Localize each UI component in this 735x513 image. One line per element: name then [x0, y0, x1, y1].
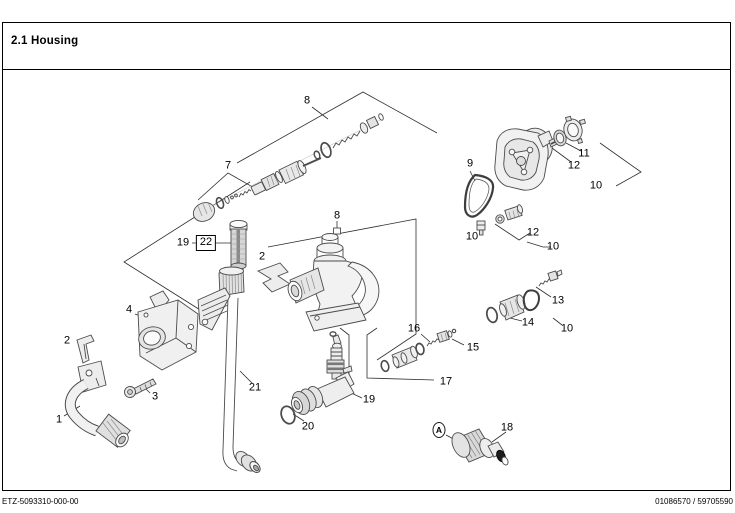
- callout-4-6: 4: [125, 303, 133, 316]
- callout-3-8: 3: [151, 390, 159, 403]
- callout-8-5: 8: [333, 209, 341, 222]
- callout-21-10: 21: [248, 381, 262, 394]
- callout-12-24: 12: [526, 226, 540, 239]
- callout-10-23: 10: [589, 179, 603, 192]
- callout-14-17: 14: [521, 316, 535, 329]
- callout-10-20: 10: [465, 230, 479, 243]
- callout-10-18: 10: [560, 322, 574, 335]
- document-code: ETZ-5093310-000-00: [2, 497, 79, 506]
- callout-2-4: 2: [258, 250, 266, 263]
- callout-19-2: 19: [176, 236, 190, 249]
- callout-13-16: 13: [551, 294, 565, 307]
- callout-16-13: 16: [407, 322, 421, 335]
- callout-17-15: 17: [439, 375, 453, 388]
- page-frame: [2, 22, 731, 491]
- title-bar: [3, 23, 730, 70]
- order-numbers: 01086570 / 59705590: [655, 497, 733, 506]
- callout-8-0: 8: [303, 94, 311, 107]
- callout-19-12: 19: [362, 393, 376, 406]
- callout-1-9: 1: [55, 413, 63, 426]
- callout-20-11: 20: [301, 420, 315, 433]
- detail-marker-A-27: A: [433, 422, 446, 438]
- callout-10-25: 10: [546, 240, 560, 253]
- callout-2-7: 2: [63, 334, 71, 347]
- callout-9-19: 9: [466, 157, 474, 170]
- callout-18-26: 18: [500, 421, 514, 434]
- callout-22-3: 22: [196, 235, 216, 251]
- callout-11-21: 11: [578, 147, 590, 160]
- page-title: 2.1 Housing: [11, 35, 79, 47]
- callout-12-22: 12: [567, 159, 581, 172]
- callout-15-14: 15: [466, 341, 480, 354]
- callout-7-1: 7: [224, 159, 232, 172]
- footer: [2, 495, 733, 509]
